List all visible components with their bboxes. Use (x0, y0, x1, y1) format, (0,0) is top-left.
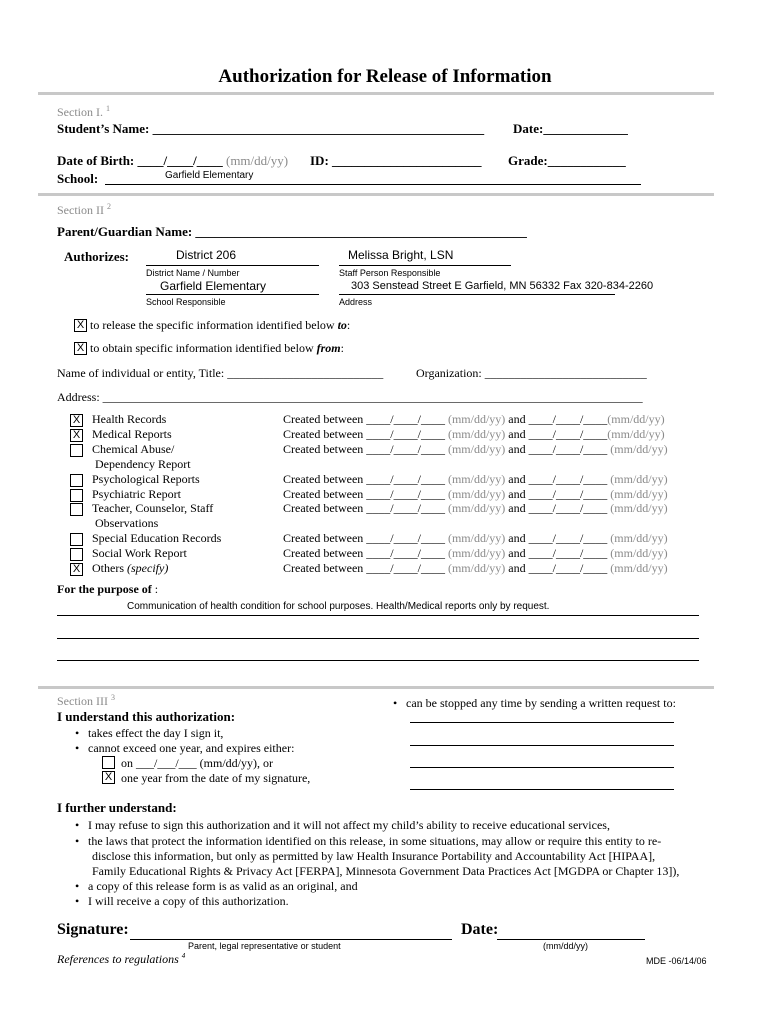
references-to-regulations: References to regulations $^4$ (57, 952, 186, 966)
psychiatric-report-label: Psychiatric Report (92, 487, 181, 501)
further-item-cont: disclose this information, but only as permitted by law Health Insurance Portability and Accountability Act [HIPAA], (92, 849, 656, 863)
signature-date-label: Date: (461, 921, 499, 938)
dob-format: (mm/dd/yy) (225, 153, 289, 168)
special-education-checkbox[interactable] (70, 533, 83, 546)
created-between-row[interactable]: Created between ____/____/____ (mm/dd/yy) and ____/____/____ (mm/dd/yy) (283, 561, 668, 575)
student-name-field[interactable]: Student’s Name: ___________________________________________________ (57, 121, 485, 136)
expire-on-date-text: on ___/___/___ (mm/dd/yy), or (121, 756, 273, 770)
entity-address-field[interactable]: Address: __________________________________________________________________________________________ (57, 390, 643, 404)
school-value[interactable]: Garfield Elementary (165, 170, 254, 181)
section-1-divider (38, 193, 714, 196)
staff-person-value[interactable]: Melissa Bright, LSN (348, 248, 454, 262)
stop-request-line[interactable] (410, 745, 674, 746)
stop-request-line[interactable] (410, 789, 674, 790)
staff-observations-label-cont: Observations (95, 516, 159, 530)
signature-label: Signature: (57, 921, 129, 938)
date-of-birth-field[interactable]: Date of Birth: ____/____/____ (mm/dd/yy) (57, 153, 289, 168)
school-underline (105, 184, 641, 185)
psychological-reports-checkbox[interactable] (70, 474, 83, 487)
staff-person-caption: Staff Person Responsible (339, 268, 441, 278)
stop-request-text: • can be stopped any time by sending a written request to: (406, 696, 676, 711)
district-caption: District Name / Number (146, 268, 240, 278)
authorizes-label: Authorizes: (64, 249, 129, 264)
created-between-row[interactable]: Created between ____/____/____ (mm/dd/yy) and ____/____/____ (mm/dd/yy) (283, 531, 668, 545)
section-1-label: Section I. $^1$ (57, 104, 110, 119)
purpose-line-2[interactable] (57, 638, 699, 639)
school-responsible-underline (146, 294, 319, 295)
address-caption: Address (339, 297, 373, 307)
health-records-checkbox[interactable]: X (70, 414, 83, 427)
stop-request-line[interactable] (410, 767, 674, 768)
form-title: Authorization for Release of Information (218, 66, 552, 87)
created-between-row[interactable]: Created between ____/____/____ (mm/dd/yy) and ____/____/____ (mm/dd/yy) (283, 442, 668, 456)
name-entity-title-field[interactable]: Name of individual or entity, Title: __________________________ (57, 366, 384, 380)
section-2-label: Section II $^2$ (57, 202, 111, 217)
created-between-row[interactable]: Created between ____/____/____ (mm/dd/yy) and ____/____/____(mm/dd/yy) (283, 427, 665, 441)
staff-observations-label: Teacher, Counselor, Staff (92, 501, 214, 515)
expire-one-year-checkbox[interactable]: X (102, 771, 115, 784)
district-value[interactable]: District 206 (176, 248, 237, 262)
further-item-cont: Family Educational Rights & Privacy Act [FERPA], Minnesota Government Data Practices Act [MGDPA or Chapter 13]), (92, 864, 680, 878)
created-between-row[interactable]: Created between ____/____/____ (mm/dd/yy) and ____/____/____ (mm/dd/yy) (283, 472, 668, 486)
purpose-label: For the purpose of : (57, 582, 159, 596)
signature-date-line[interactable] (497, 939, 645, 940)
form-code: MDE -06/14/06 (646, 956, 707, 966)
chemical-abuse-checkbox[interactable] (70, 444, 83, 457)
created-between-row[interactable]: Created between ____/____/____ (mm/dd/yy) and ____/____/____ (mm/dd/yy) (283, 546, 668, 560)
created-between-row[interactable]: Created between ____/____/____ (mm/dd/yy) and ____/____/____ (mm/dd/yy) (283, 487, 668, 501)
obtain-from-checkbox[interactable]: X (74, 342, 87, 355)
chemical-abuse-label: Chemical Abuse/ (92, 442, 175, 456)
further-item: • I may refuse to sign this authorization and it will not affect my child’s ability to receive educational services, (88, 818, 610, 833)
purpose-value[interactable]: Communication of health condition for school purposes. Health/Medical reports only by request. (127, 601, 550, 612)
student-id-field[interactable]: ID: _______________________ (310, 153, 482, 168)
signature-caption: Parent, legal representative or student (188, 941, 341, 951)
parent-guardian-name-field[interactable]: Parent/Guardian Name: ___________________________________________________ (57, 224, 527, 239)
created-between-row[interactable]: Created between ____/____/____ (mm/dd/yy) and ____/____/____(mm/dd/yy) (283, 412, 665, 426)
special-education-label: Special Education Records (92, 531, 222, 545)
further-understand-heading: I further understand: (57, 800, 177, 815)
purpose-line-3[interactable] (57, 660, 699, 661)
organization-field[interactable]: Organization: ___________________________ (416, 366, 647, 380)
chemical-abuse-label-cont: Dependency Report (95, 457, 191, 471)
district-underline (146, 265, 319, 266)
release-to-text: to release the specific information identified below to: (90, 318, 351, 332)
title-divider (38, 92, 714, 95)
understand-heading: I understand this authorization: (57, 709, 236, 724)
school-responsible-value[interactable]: Garfield Elementary (160, 279, 267, 293)
school-label: School: (57, 171, 99, 186)
social-work-checkbox[interactable] (70, 548, 83, 561)
understand-item: • cannot exceed one year, and expires either: (88, 741, 294, 756)
signature-date-caption: (mm/dd/yy) (543, 941, 588, 951)
expire-on-date-checkbox[interactable] (102, 756, 115, 769)
section-2-divider (38, 686, 714, 689)
psychological-reports-label: Psychological Reports (92, 472, 200, 486)
address-value[interactable]: 303 Senstead Street E Garfield, MN 56332 Fax 320-834-2260 (351, 280, 654, 292)
expire-one-year-text: one year from the date of my signature, (121, 771, 311, 785)
psychiatric-report-checkbox[interactable] (70, 489, 83, 502)
others-label: Others (specify) (92, 561, 169, 575)
school-responsible-caption: School Responsible (146, 297, 226, 307)
social-work-label: Social Work Report (92, 546, 187, 560)
staff-underline (339, 265, 511, 266)
purpose-line-1 (57, 615, 699, 616)
medical-reports-checkbox[interactable]: X (70, 429, 83, 442)
understand-item: • takes effect the day I sign it, (88, 726, 223, 741)
section-3-label: Section III $^3$ (57, 693, 115, 708)
student-date-field[interactable]: Date:_____________ (513, 121, 628, 136)
further-item: • a copy of this release form is as valid as an original, and (88, 879, 358, 894)
grade-field[interactable]: Grade:____________ (508, 153, 626, 168)
health-records-label: Health Records (92, 412, 167, 426)
stop-request-line[interactable] (410, 722, 674, 723)
others-checkbox[interactable]: X (70, 563, 83, 576)
created-between-row[interactable]: Created between ____/____/____ (mm/dd/yy) and ____/____/____ (mm/dd/yy) (283, 501, 668, 515)
further-item: • the laws that protect the information identified on this release, in some situations, may allow or require this entity to re- (88, 834, 661, 849)
address-underline (339, 294, 615, 295)
release-to-checkbox[interactable]: X (74, 319, 87, 332)
staff-observations-checkbox[interactable] (70, 503, 83, 516)
medical-reports-label: Medical Reports (92, 427, 172, 441)
signature-line[interactable] (130, 939, 452, 940)
further-item: • I will receive a copy of this authorization. (88, 894, 289, 909)
obtain-from-text: to obtain specific information identified below from: (90, 341, 344, 355)
